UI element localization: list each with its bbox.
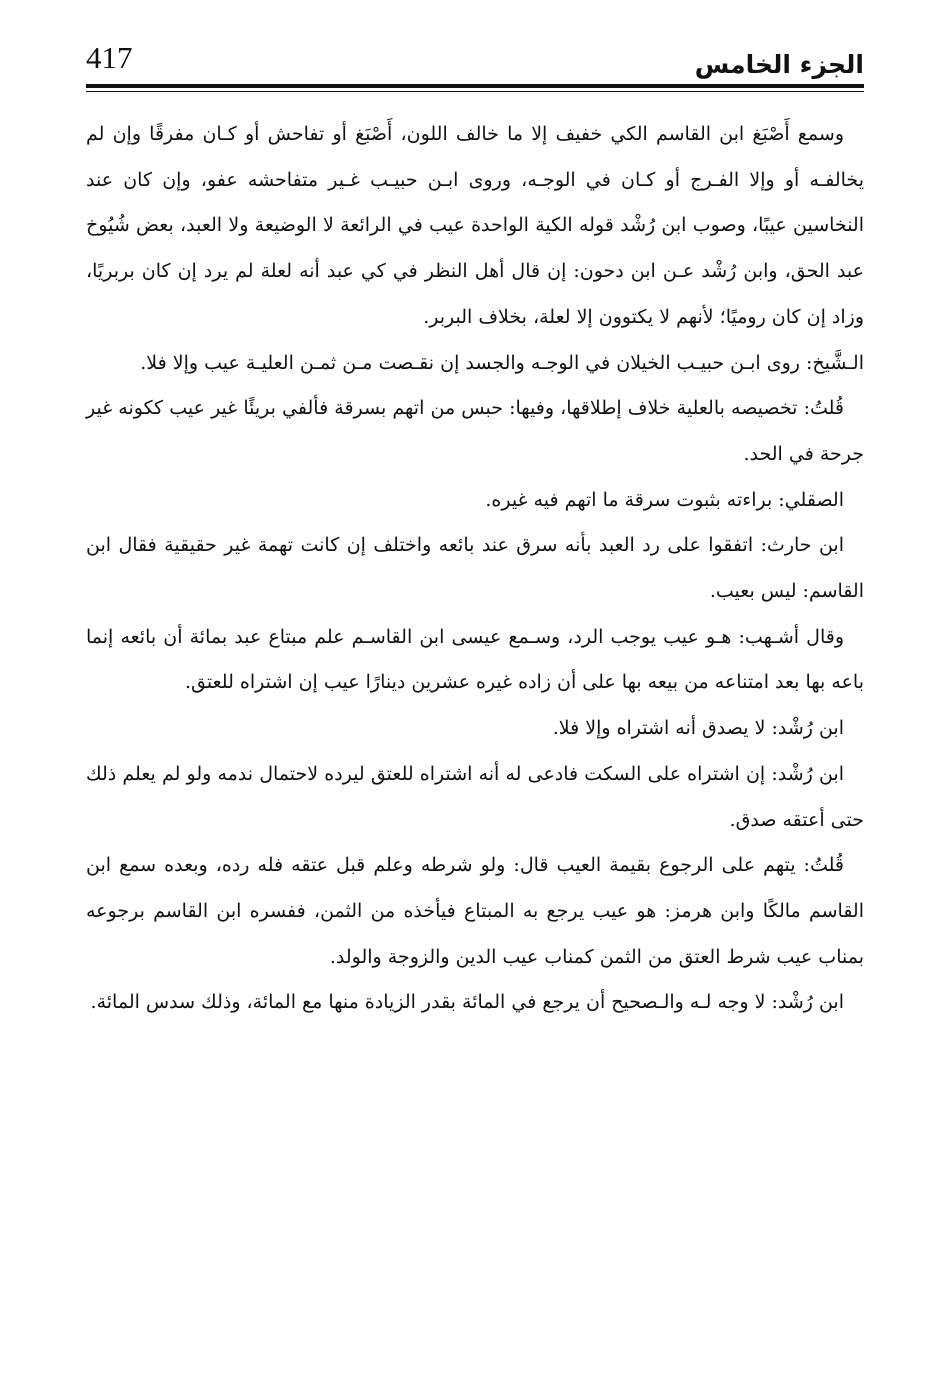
paragraph: ابن رُشْد: لا يصدق أنه اشتراه وإلا فلا. — [552, 717, 844, 740]
paragraph: ابن رُشْد: إن اشتراه على السكت فادعى له أنه اشتراه للعتق ليرده لاحتمال ندمه ولو لم يعلم ذلك حتى أعتقه صدق. — [86, 762, 864, 831]
page-header — [86, 34, 864, 84]
paragraph: ابن رُشْد: لا وجه لـه والـصحيح أن يرجع في المائة بقدر الزيادة منها مع المائة، وذلك سدس المائة. — [90, 991, 844, 1014]
page-body — [86, 112, 864, 1026]
paragraph: الـشَّيخ: روى ابـن حبيـب الخيلان في الوجـه والجسد إن نقـصت مـن ثمـن العليـة عيب وإلا فلا. — [140, 351, 864, 374]
paragraph: وقال أشـهب: هـو عيب يوجب الرد، وسـمع عيسى ابن القاسـم علم مبتاع عبد بمائة أن بائعه إنما باعه بها بعد امتناعه من بيعه بها على أن زاده غيره عشرين دينارًا عيب إن اشتراه للعتق. — [86, 625, 864, 694]
paragraph: ابن حارث: اتفقوا على رد العبد بأنه سرق عند بائعه واختلف إن كانت تهمة غير حقيقية فقال ابن القاسم: ليس بعيب. — [86, 534, 864, 603]
paragraph: قُلتُ: تخصيصه بالعلية خلاف إطلاقها، وفيها: حبس من اتهم بسرقة فألفي بريئًا غير عيب ككونه غير جرحة في الحد. — [86, 397, 864, 465]
page-number: 417 — [86, 40, 133, 75]
running-title: الجزء الخامس — [694, 50, 864, 79]
header-rule-thick — [86, 84, 864, 88]
paragraph: قُلتُ: يتهم على الرجوع بقيمة العيب قال: ولو شرطه وعلم قبل عتقه فله رده، وبعده سمع ابن القاسم مالكًا وابن هرمز: هو عيب يرجع به المبتاع فيأخذه من الثمن، ففسره ابن القاسم برجوعه بمناب عيب شرط العتق من الثمن كمناب عيب الدين والزوجة والولد. — [86, 854, 864, 968]
paragraph: وسمع أَصْبَغ ابن القاسم الكي خفيف إلا ما خالف اللون، أَصْبَغ أو تفاحش أو كـان مفرقًا وإن لم يخالفـه أو وإلا الفـرج أو كـان في الوجـه، وروى ابـن حبيـب غـير متفاحشه عفو، وإن كان عند النخاسين عيبًا، وصوب ابن رُشْد قوله الكية الواحدة عيب في الرائعة لا الوضيعة ولا العبد، بعض شُيُوخ عبد الحق، وابن رُشْد عـن ابن دحون: إن قال أهل النظر في كي عبد أنه لعلة لم يرد إن كان بربريًا، وزاد إن كان روميًا؛ لأنهم لا يكتوون إلا لعلة، بخلاف البربر. — [86, 123, 864, 328]
header-rule-thin — [86, 91, 864, 92]
paragraph: الصقلي: براءته بثبوت سرقة ما اتهم فيه غيره. — [485, 488, 844, 511]
